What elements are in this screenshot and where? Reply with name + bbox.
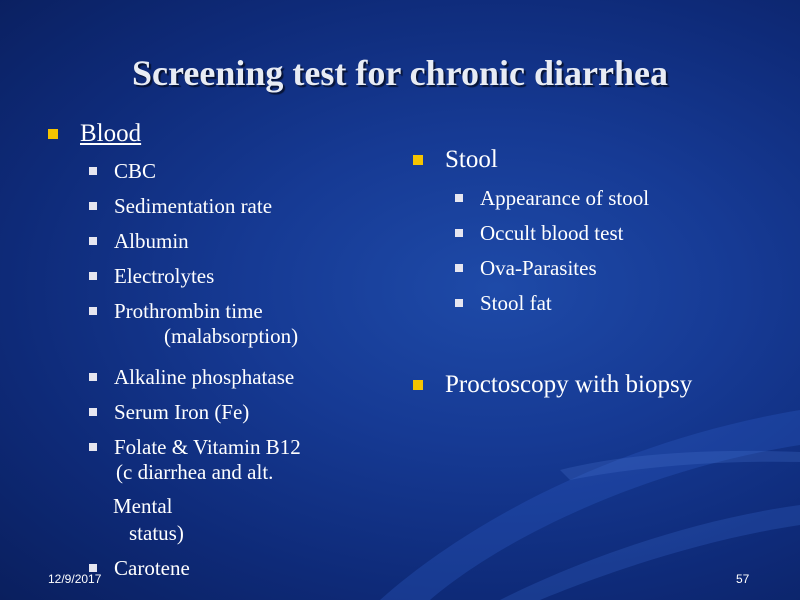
- list-item: [89, 194, 272, 219]
- square-bullet-icon: [48, 129, 58, 139]
- square-bullet-icon: [89, 564, 97, 572]
- list-item-text: Folate & Vitamin B12: [114, 435, 301, 459]
- proctoscopy-heading: Proctoscopy with biopsy: [445, 371, 693, 398]
- proctoscopy-item: [413, 371, 692, 399]
- square-bullet-icon: [413, 380, 423, 390]
- square-bullet-icon: [89, 307, 97, 315]
- square-bullet-icon: [89, 237, 97, 245]
- list-item-text: Alkaline phosphatase: [114, 365, 295, 389]
- list-item-text: Ova-Parasites: [480, 256, 597, 280]
- list-item: [89, 435, 301, 485]
- list-item: [89, 556, 190, 581]
- list-item-text: Sedimentation rate: [114, 194, 273, 218]
- list-item-text: Stool fat: [480, 291, 552, 315]
- folate-note-line2: Mental: [113, 494, 173, 518]
- square-bullet-icon: [89, 167, 97, 175]
- footer-date: 12/9/2017: [48, 572, 102, 586]
- list-item-text: Appearance of stool: [480, 186, 650, 210]
- list-item-text: Carotene: [114, 556, 190, 580]
- square-bullet-icon: [89, 408, 97, 416]
- list-item: [455, 221, 623, 246]
- blood-heading: Blood: [80, 120, 142, 147]
- square-bullet-icon: [455, 264, 463, 272]
- list-item: [455, 291, 552, 316]
- blood-heading-item: [48, 120, 141, 148]
- list-item: [89, 365, 294, 390]
- stool-heading-item: [413, 146, 498, 174]
- list-item: [89, 159, 156, 184]
- square-bullet-icon: [413, 155, 423, 165]
- square-bullet-icon: [89, 272, 97, 280]
- square-bullet-icon: [89, 443, 97, 451]
- list-item: [89, 299, 298, 349]
- square-bullet-icon: [455, 229, 463, 237]
- slide-title: Screening test for chronic diarrhea: [132, 53, 668, 93]
- list-item: [455, 186, 649, 211]
- list-item-text: Albumin: [114, 229, 189, 253]
- list-item-text: Occult blood test: [480, 221, 624, 245]
- folate-note-line3: status): [129, 521, 184, 545]
- square-bullet-icon: [89, 373, 97, 381]
- list-item-text: Serum Iron (Fe): [114, 400, 250, 424]
- list-item-text: Electrolytes: [114, 264, 215, 288]
- square-bullet-icon: [89, 202, 97, 210]
- stool-heading: Stool: [445, 146, 498, 173]
- list-item: [89, 229, 189, 254]
- list-item-text: CBC: [114, 159, 157, 183]
- list-item: [455, 256, 597, 281]
- folate-note-line1: (c diarrhea and alt.: [116, 460, 274, 484]
- list-item: [89, 400, 249, 425]
- list-item: [89, 264, 214, 289]
- footer-page-number: 57: [736, 572, 750, 586]
- square-bullet-icon: [455, 194, 463, 202]
- prothrombin-note: (malabsorption): [164, 324, 299, 348]
- square-bullet-icon: [455, 299, 463, 307]
- list-item-text: Prothrombin time: [114, 299, 263, 323]
